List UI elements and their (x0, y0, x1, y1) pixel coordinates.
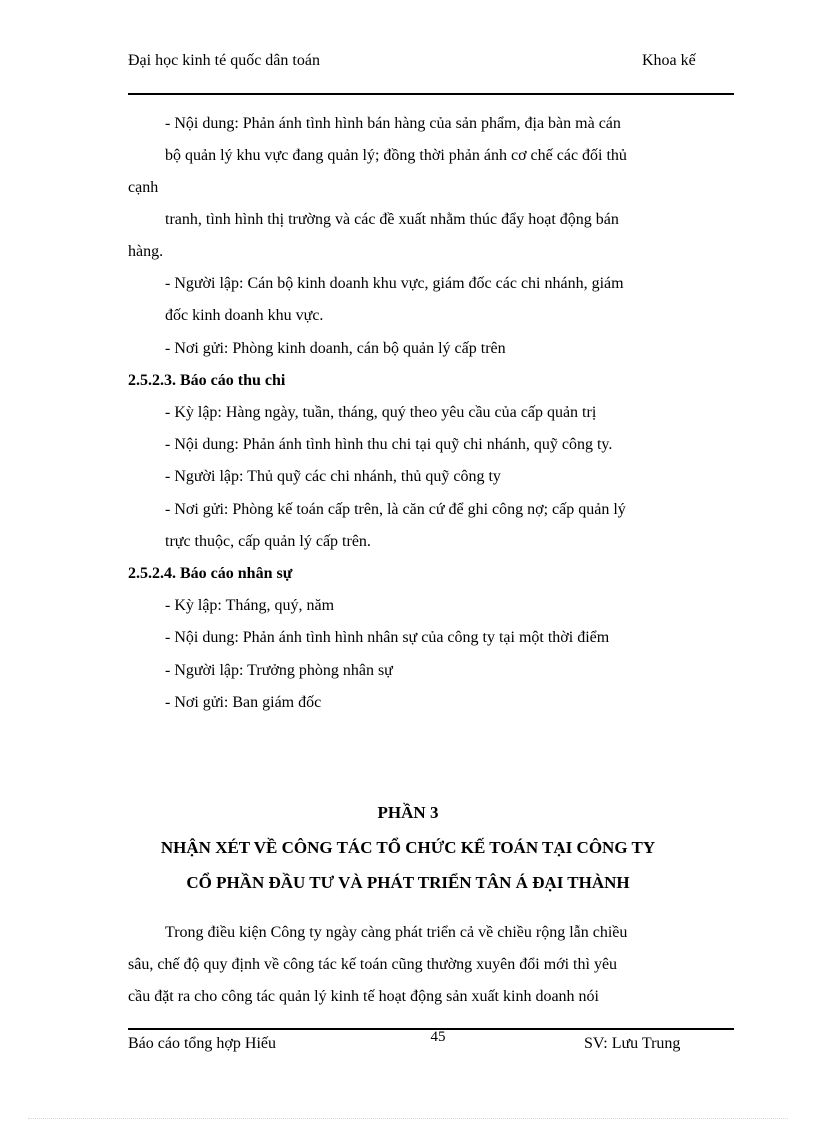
section-heading: 2.5.2.3. Báo cáo thu chi (128, 372, 286, 389)
body-line: - Kỳ lập: Tháng, quý, năm (165, 597, 335, 614)
header-left-text: Đại học kinh té quốc dân toán (128, 52, 320, 69)
body-line: tranh, tình hình thị trường và các đề xuất nhằm thúc đẩy hoạt động bán (165, 211, 619, 228)
header-right-text: Khoa kế (642, 52, 696, 69)
body-line: - Nội dung: Phản ánh tình hình bán hàng của sản phẩm, địa bàn mà cán (165, 115, 621, 132)
paragraph-line: Trong điều kiện Công ty ngày càng phát triển cả về chiều rộng lẫn chiều (165, 924, 628, 941)
body-line: - Nơi gửi: Phòng kế toán cấp trên, là căn cứ để ghi công nợ; cấp quản lý (165, 501, 626, 518)
paragraph-line: sâu, chế độ quy định về công tác kế toán cũng thường xuyên đổi mới thì yêu (128, 956, 618, 973)
footer-left-text: Báo cáo tổng hợp Hiếu (128, 1035, 276, 1052)
footer-right-text: SV: Lưu Trung (584, 1035, 681, 1052)
body-line: - Người lập: Cán bộ kinh doanh khu vực, giám đốc các chi nhánh, giám (165, 275, 624, 292)
page-bottom-dotted-line (28, 1118, 788, 1119)
part-title-line-1: NHẬN XÉT VỀ CÔNG TÁC TỔ CHỨC KẾ TOÁN TẠI CÔNG TY (160, 838, 656, 857)
body-line: bộ quản lý khu vực đang quản lý; đồng thời phản ánh cơ chế các đối thủ (165, 147, 627, 164)
body-line: - Nơi gửi: Ban giám đốc (165, 694, 322, 711)
paragraph-line: cầu đặt ra cho công tác quản lý kinh tế hoạt động sản xuất kinh doanh nói (128, 988, 599, 1005)
body-line: - Nơi gửi: Phòng kinh doanh, cán bộ quản lý cấp trên (165, 340, 506, 357)
page-number: 45 (430, 1029, 446, 1045)
body-line: đốc kinh doanh khu vực. (165, 307, 324, 324)
body-line: - Người lập: Thủ quỹ các chi nhánh, thủ quỹ công ty (165, 468, 501, 485)
body-line: cạnh (128, 179, 159, 196)
section-heading: 2.5.2.4. Báo cáo nhân sự (128, 565, 293, 582)
header-rule (128, 93, 734, 95)
body-line: trực thuộc, cấp quản lý cấp trên. (165, 533, 371, 550)
body-line: - Nội dung: Phản ánh tình hình nhân sự của công ty tại một thời điểm (165, 629, 610, 646)
body-line: hàng. (128, 243, 164, 260)
part-number: PHẦN 3 (377, 803, 439, 822)
part-title-line-2: CỔ PHẦN ĐẦU TƯ VÀ PHÁT TRIỂN TÂN Á ĐẠI THÀNH (186, 873, 630, 892)
body-line: - Kỳ lập: Hàng ngày, tuần, tháng, quý theo yêu cầu của cấp quản trị (165, 404, 597, 421)
body-line: - Người lập: Trưởng phòng nhân sự (165, 662, 393, 679)
body-line: - Nội dung: Phản ánh tình hình thu chi tại quỹ chi nhánh, quỹ công ty. (165, 436, 613, 453)
